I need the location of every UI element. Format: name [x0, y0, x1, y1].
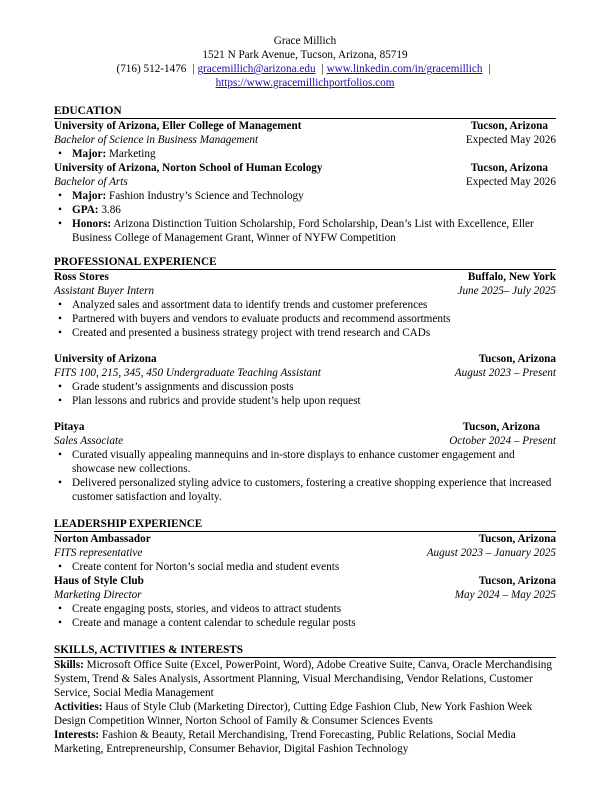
- entry-subheader: [54, 284, 556, 298]
- separator: |: [192, 63, 195, 75]
- linkedin-link[interactable]: www.linkedin.com/in/gracemillich: [326, 63, 483, 75]
- entry-subheader: [54, 546, 556, 560]
- list-item: [72, 189, 556, 203]
- date: August 2023 – Present: [454, 367, 556, 379]
- section-title: LEADERSHIP EXPERIENCE: [54, 517, 556, 532]
- interests-label: Interests:: [54, 729, 100, 741]
- section-title: EDUCATION: [54, 104, 556, 119]
- organization: Ross Stores: [54, 271, 109, 283]
- date: Expected May 2026: [465, 176, 556, 188]
- location: Tucson, Arizona: [470, 162, 548, 174]
- role: Sales Associate: [54, 435, 124, 447]
- entry-subheader: [54, 175, 556, 189]
- entry-header: [54, 532, 556, 546]
- date: August 2023 – January 2025: [426, 547, 556, 559]
- location: Tucson, Arizona: [470, 120, 548, 132]
- list-item: • Created and presented a business strategy project with trend research and CADs: [72, 326, 556, 340]
- organization: University of Arizona: [54, 353, 157, 365]
- list-item: • Delivered personalized styling advice to customers, fostering a creative shopping experience that increased customer satisfaction and loyalty.: [72, 476, 556, 504]
- experience-section: [54, 255, 556, 504]
- list-item: • Partnered with buyers and vendors to evaluate products and recommend assortments: [72, 312, 556, 326]
- bullet-list: [54, 380, 556, 408]
- section-title: SKILLS, ACTIVITIES & INTERESTS: [54, 643, 556, 658]
- resume-header: [54, 34, 556, 90]
- candidate-name: Grace Millich: [273, 35, 337, 47]
- school-name: University of Arizona, Eller College of Management: [54, 120, 302, 132]
- role: FITS 100, 215, 345, 450 Undergraduate Teaching Assistant: [54, 367, 321, 379]
- education-section: [54, 104, 556, 245]
- entry-header: [54, 574, 556, 588]
- entry-header: [54, 161, 556, 175]
- list-item: • Grade student’s assignments and discussion posts: [72, 380, 556, 394]
- bullet-list: [54, 189, 556, 245]
- separator: |: [488, 63, 491, 75]
- bullet-text: Fashion Industry’s Science and Technology: [106, 190, 304, 202]
- bullet-list: [54, 602, 556, 630]
- role: Marketing Director: [54, 589, 142, 601]
- bullet-list: [54, 298, 556, 340]
- bullet-text: Marketing: [106, 148, 156, 160]
- list-item: • Curated visually appealing mannequins and in-store displays to enhance customer engagement and showcase new collections.: [72, 448, 556, 476]
- bullet-label: Honors:: [72, 218, 112, 230]
- bullet-list: [54, 147, 556, 161]
- location: Tucson, Arizona: [462, 421, 540, 433]
- organization: Haus of Style Club: [54, 575, 144, 587]
- phone: (716) 512-1476: [116, 63, 187, 75]
- entry-header: [54, 420, 556, 434]
- location: Tucson, Arizona: [478, 353, 556, 365]
- entry-subheader: [54, 133, 556, 147]
- entry-subheader: [54, 588, 556, 602]
- contact-line: [54, 62, 556, 76]
- skills-label: Skills:: [54, 659, 84, 671]
- date: Expected May 2026: [465, 134, 556, 146]
- entry-header: [54, 119, 556, 133]
- bullet-list: [54, 448, 556, 504]
- leadership-section: [54, 517, 556, 630]
- bullet-list: [54, 560, 556, 574]
- skills-section: [54, 643, 556, 756]
- list-item: • Create content for Norton’s social media and student events: [72, 560, 556, 574]
- activities-paragraph: [54, 700, 556, 728]
- location: Tucson, Arizona: [478, 575, 556, 587]
- location: Buffalo, New York: [467, 271, 556, 283]
- list-item: • Create engaging posts, stories, and videos to attract students: [72, 602, 556, 616]
- location: Tucson, Arizona: [478, 533, 556, 545]
- list-item: [72, 217, 556, 245]
- bullet-label: Major:: [72, 190, 107, 202]
- activities-label: Activities:: [54, 701, 103, 713]
- list-item: • Create and manage a content calendar to schedule regular posts: [72, 616, 556, 630]
- organization: Norton Ambassador: [54, 533, 151, 545]
- role: Assistant Buyer Intern: [54, 285, 155, 297]
- list-item: • Plan lessons and rubrics and provide student’s help upon request: [72, 394, 556, 408]
- activities-text: Haus of Style Club (Marketing Director), Cutting Edge Fashion Club, New York Fashion Week Design Competition Winner, Norton School of Family & Consumer Sciences Events: [54, 701, 533, 727]
- list-item: [72, 203, 556, 217]
- bullet-text: Arizona Distinction Tuition Scholarship, Ford Scholarship, Dean’s List with Excellence, Eller Business College of Management Grant, Winner of NYFW Competition: [72, 218, 534, 244]
- bullet-label: Major:: [72, 148, 107, 160]
- entry-subheader: [54, 366, 556, 380]
- portfolio-line: [54, 76, 556, 90]
- date: June 2025– July 2025: [457, 285, 556, 297]
- interests-text: Fashion & Beauty, Retail Merchandising, Trend Forecasting, Public Relations, Social Media Marketing, Entrepreneurship, Consumer Behavior, Digital Fashion Technology: [54, 729, 516, 755]
- entry-subheader: [54, 434, 556, 448]
- portfolio-link[interactable]: https://www.gracemillichportfolios.com: [215, 77, 395, 89]
- list-item: [72, 147, 556, 161]
- skills-paragraph: [54, 658, 556, 700]
- section-title: PROFESSIONAL EXPERIENCE: [54, 255, 556, 270]
- bullet-text: 3.86: [98, 204, 121, 216]
- degree: Bachelor of Science in Business Management: [54, 134, 259, 146]
- role: FITS representative: [54, 547, 143, 559]
- date: May 2024 – May 2025: [454, 589, 556, 601]
- date: October 2024 – Present: [449, 435, 556, 447]
- interests-paragraph: [54, 728, 556, 756]
- list-item: • Analyzed sales and assortment data to identify trends and customer preferences: [72, 298, 556, 312]
- bullet-label: GPA:: [72, 204, 99, 216]
- school-name: University of Arizona, Norton School of Human Ecology: [54, 162, 323, 174]
- address: 1521 N Park Avenue, Tucson, Arizona, 85719: [202, 49, 408, 61]
- entry-header: [54, 352, 556, 366]
- separator: |: [321, 63, 324, 75]
- organization: Pitaya: [54, 421, 85, 433]
- skills-text: Microsoft Office Suite (Excel, PowerPoint, Word), Adobe Creative Suite, Canva, Oracle Merchandising System, Trend & Sales Analysis, Assortment Planning, Visual Merchandising, Vendor Relations, Customer Service, Social Media Management: [54, 659, 552, 699]
- entry-header: [54, 270, 556, 284]
- degree: Bachelor of Arts: [54, 176, 128, 188]
- email-link[interactable]: gracemillich@arizona.edu: [197, 63, 316, 75]
